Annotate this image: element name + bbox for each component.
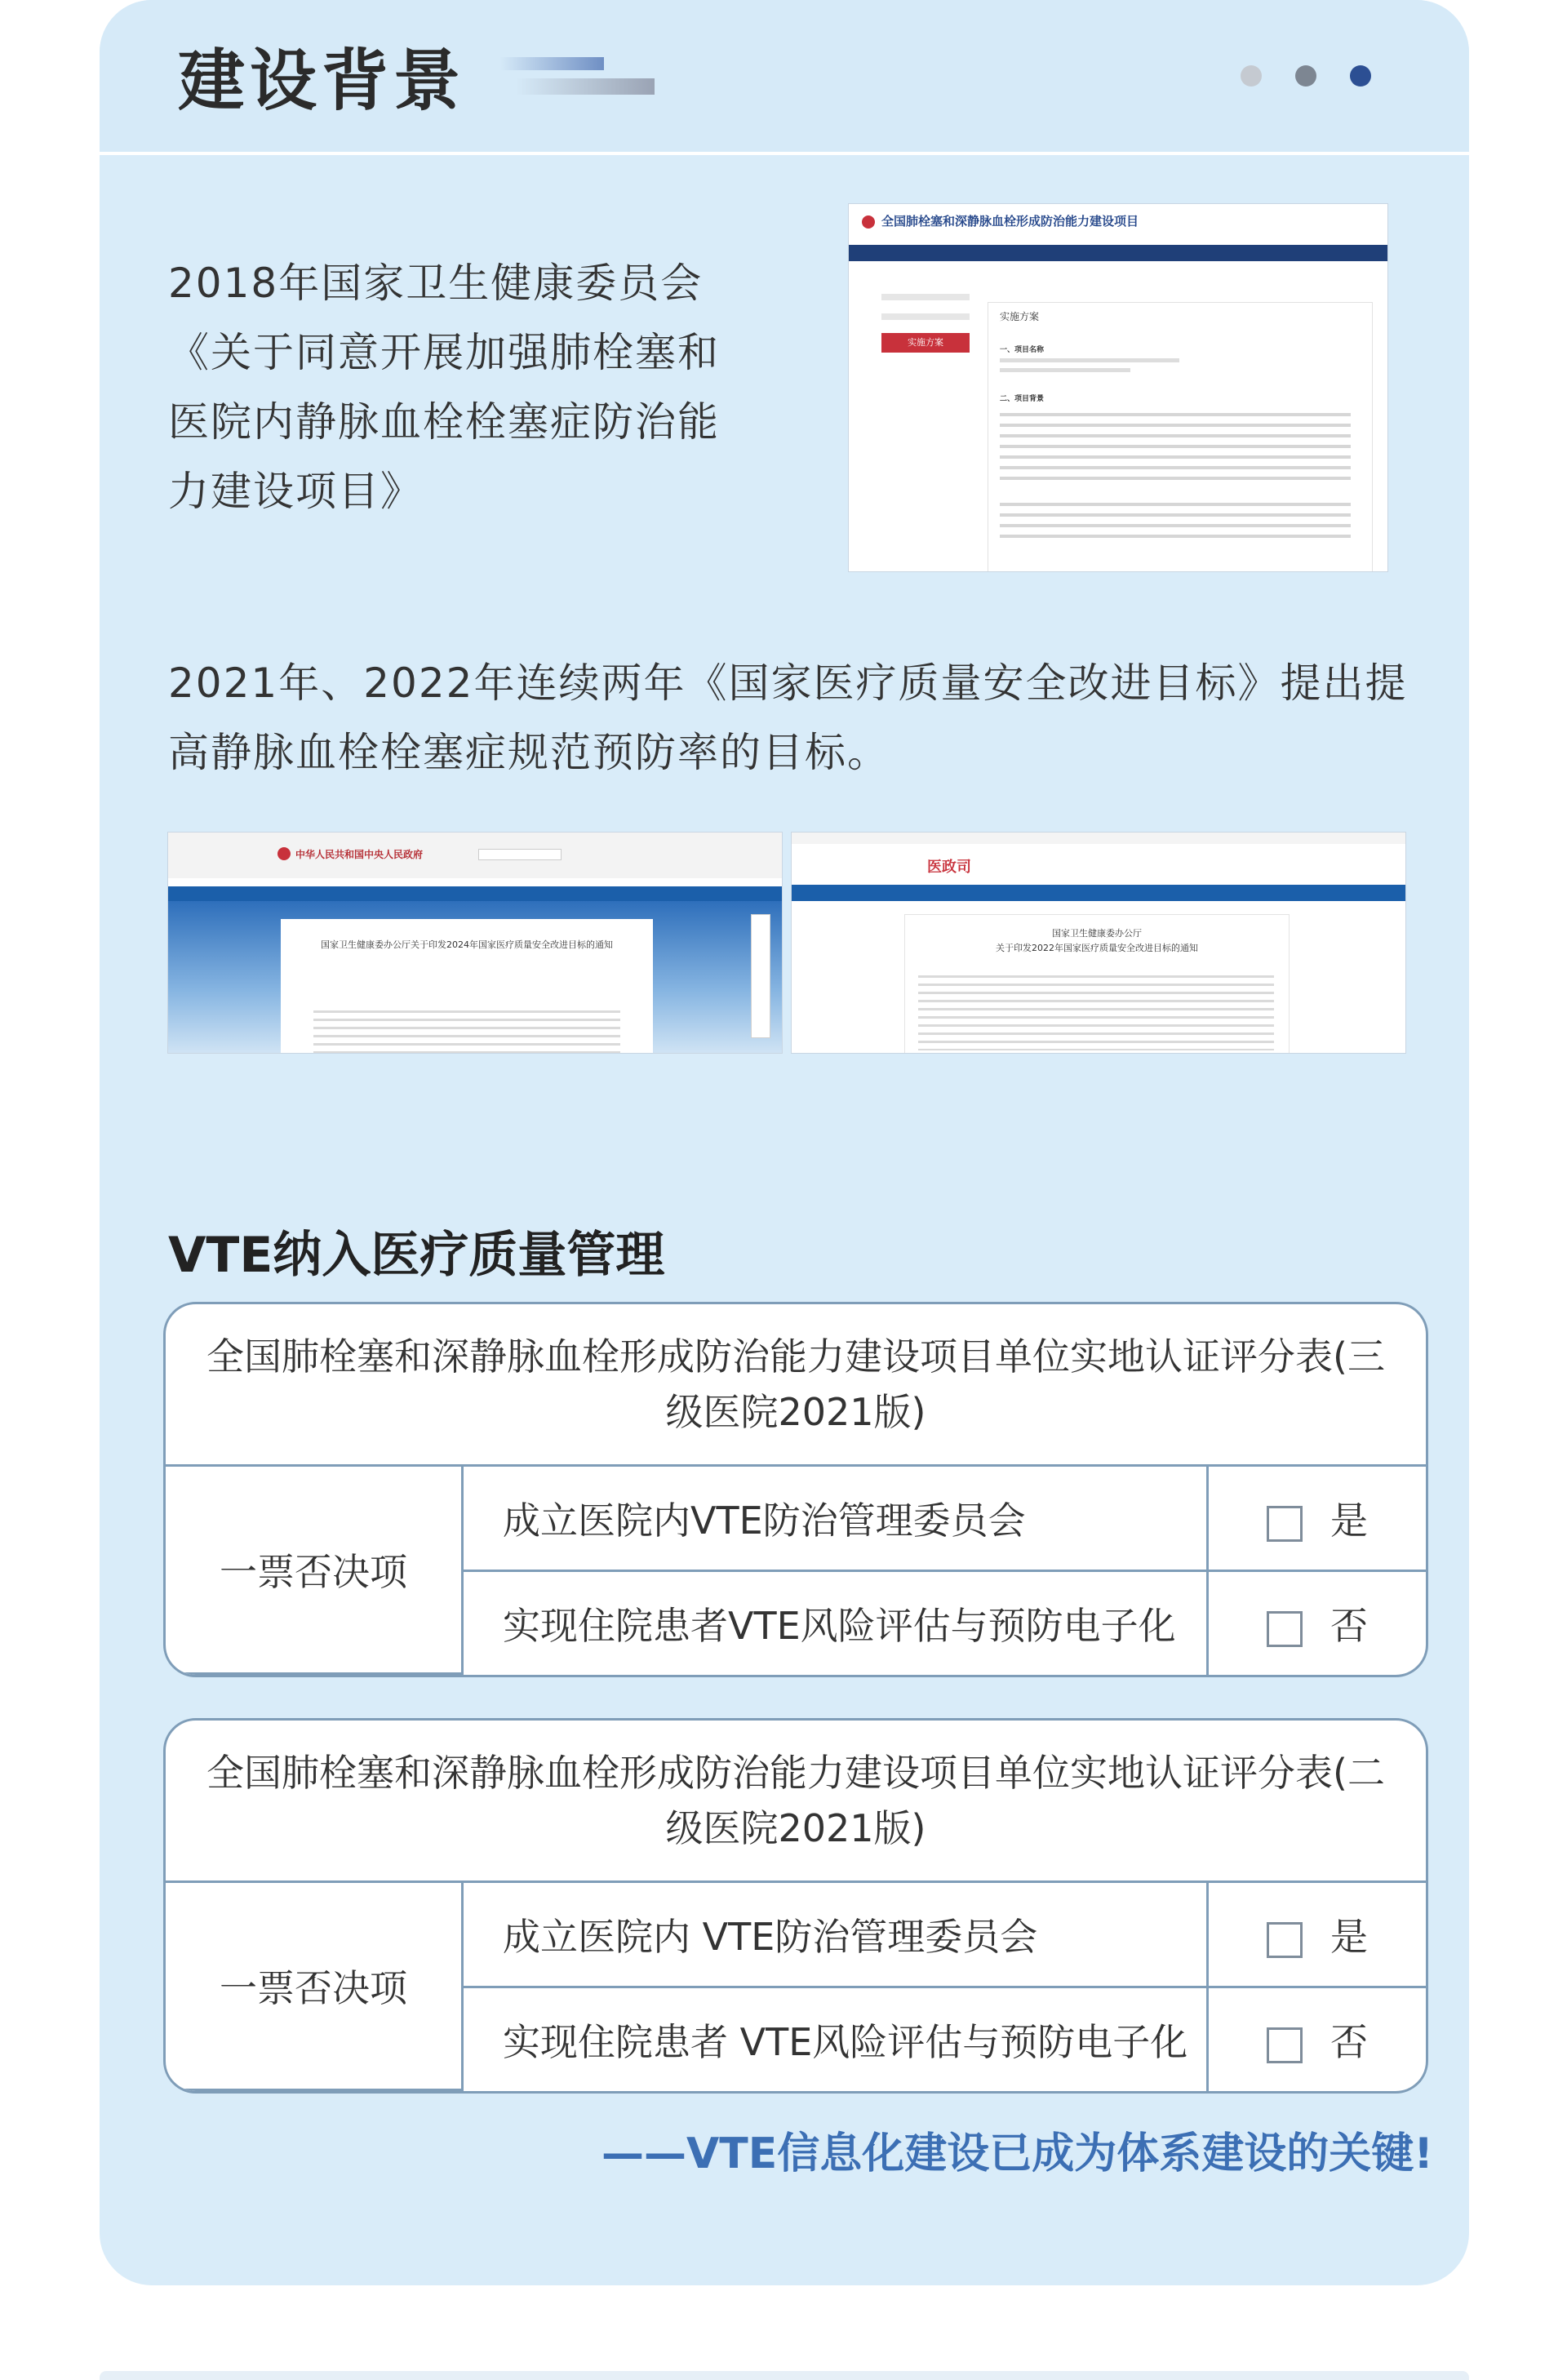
vte-section-title: VTE纳入医疗质量管理 [168, 1227, 665, 1284]
intro-paragraph-2021-2022: 2021年、2022年连续两年《国家医疗质量安全改进目标》提出提高静脉血栓栓塞症规范预防率的目标。 [168, 659, 1408, 776]
rating-table-tier3-header: 全国肺栓塞和深静脉血栓形成防治能力建设项目单位实地认证评分表(三级医院2021版) [166, 1304, 1426, 1467]
project-site-title: 全国肺栓塞和深静脉血栓形成防治能力建设项目 [881, 214, 1139, 229]
rating-table-tier3 [163, 1302, 1428, 1677]
gov-side-toolbar[interactable] [751, 914, 770, 1038]
pager-dot-3[interactable] [1350, 65, 1371, 87]
pager-dot-1[interactable] [1241, 65, 1262, 87]
intro-paragraph-2018: 2018年国家卫生健康委员会《关于同意开展加强肺栓塞和医院内静脉血栓栓塞症防治能力建设项目》 [168, 260, 720, 515]
option-yes-label: 是 [1330, 1915, 1368, 1959]
gov-nav-bar [168, 886, 782, 901]
option-no-cell[interactable] [1209, 1572, 1426, 1675]
section-title: 建设背景 [178, 42, 466, 120]
project-doc-sub2: 二、项目背景 [1000, 395, 1045, 403]
card-header [100, 0, 1469, 155]
yizhengsi-doc-title-1: 国家卫生健康委办公厅 [1052, 928, 1142, 939]
rating-table-tier2-header: 全国肺栓塞和深静脉血栓形成防治能力建设项目单位实地认证评分表(二级医院2021版) [166, 1721, 1426, 1883]
option-no-label: 否 [1330, 1604, 1368, 1648]
pager-dot-2[interactable] [1295, 65, 1316, 87]
project-doc-heading: 实施方案 [1000, 311, 1040, 322]
pager-dots[interactable] [1211, 65, 1371, 87]
checkbox-no[interactable] [1267, 2027, 1303, 2063]
rating-table-tier2 [163, 1718, 1428, 2094]
vte-tagline: ——VTE信息化建设已成为体系建设的关键! [601, 2129, 1433, 2178]
option-yes-label: 是 [1330, 1499, 1368, 1543]
option-no-label: 否 [1330, 2020, 1368, 2064]
gov-doc-title: 国家卫生健康委办公厅关于印发2024年国家医疗质量安全改进目标的通知 [321, 939, 613, 950]
option-no-cell[interactable] [1209, 1988, 1426, 2091]
yizhengsi-website-screenshot [792, 833, 1405, 1053]
option-yes-cell[interactable] [1209, 1467, 1426, 1572]
criteria-item: 实现住院患者VTE风险评估与预防电子化 [464, 1572, 1209, 1675]
content-card [100, 0, 1469, 2285]
criteria-item: 成立医院内 VTE防治管理委员会 [464, 1883, 1209, 1988]
gov-website-screenshot [168, 833, 782, 1053]
project-side-menu-active: 实施方案 [881, 333, 970, 353]
veto-label: 一票否决项 [166, 1467, 464, 1675]
yizhengsi-doc-title-2: 关于印发2022年国家医疗质量安全改进目标的通知 [996, 943, 1198, 953]
project-nav-bar [849, 245, 1387, 261]
checkbox-yes[interactable] [1267, 1922, 1303, 1958]
gov-emblem-icon [277, 847, 291, 860]
checkbox-no[interactable] [1267, 1611, 1303, 1647]
option-yes-cell[interactable] [1209, 1883, 1426, 1988]
yizhengsi-site-title: 医政司 [927, 859, 971, 876]
criteria-item: 成立医院内VTE防治管理委员会 [464, 1467, 1209, 1572]
next-card-edge [100, 2371, 1469, 2380]
project-doc-sub1: 一、项目名称 [1000, 346, 1045, 354]
project-website-screenshot [849, 204, 1387, 571]
gov-search-box[interactable] [478, 849, 562, 860]
project-logo-icon [862, 215, 875, 229]
gov-site-title: 中华人民共和国中央人民政府 [295, 849, 424, 860]
criteria-item: 实现住院患者 VTE风险评估与预防电子化 [464, 1988, 1209, 2091]
yizhengsi-nav-bar [792, 885, 1405, 901]
title-decoration [499, 57, 655, 98]
veto-label: 一票否决项 [166, 1883, 464, 2091]
checkbox-yes[interactable] [1267, 1506, 1303, 1542]
